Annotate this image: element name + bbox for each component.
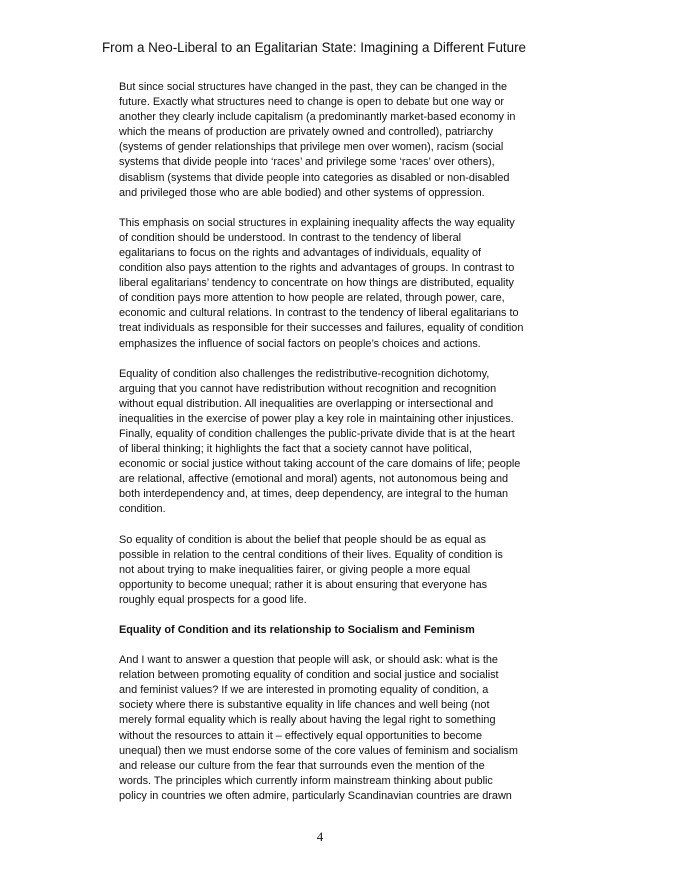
text-line: of liberal thinking; it highlights the fact that a society cannot have political, (119, 443, 472, 456)
text-line: And I want to answer a question that people will ask, or should ask: what is the (119, 654, 498, 667)
text-line: systems that divide people into ‘races’ and privilege some ‘races’ over others), (119, 156, 495, 169)
text-line: words. The principles which currently inform mainstream thinking about public (119, 774, 493, 787)
text-line: liberal egalitarians’ tendency to concentrate on how things are distributed, equality (119, 277, 514, 290)
text-line: economic or social justice without taking account of the care domains of life; people (119, 458, 521, 471)
text-line: This emphasis on social structures in explaining inequality affects the way equality (119, 216, 515, 229)
text-line: and release our culture from the fear that surrounds even the mention of the (119, 759, 485, 772)
text-line: opportunity to become unequal; rather it is about ensuring that everyone has (119, 578, 488, 591)
running-header: From a Neo-Liberal to an Egalitarian State: Imagining a Different Future (102, 40, 527, 55)
body-paragraph (119, 653, 549, 804)
body-paragraph (119, 80, 549, 201)
text-line: of condition pays more attention to how people are related, through power, care, (119, 292, 505, 305)
text-line: treat individuals as responsible for their successes and failures, equality of condition (119, 322, 524, 335)
body-paragraph (119, 216, 549, 352)
text-line: both interdependency and, at times, deep dependency, are integral to the human (119, 488, 509, 501)
text-line: and feminist values? If we are interested in promoting equality of condition, a (119, 684, 489, 697)
text-line: egalitarians to focus on the rights and advantages of individuals, equality of (119, 246, 482, 259)
text-line: arguing that you cannot have redistribution without recognition and recognition (119, 382, 497, 395)
text-line: condition. (119, 503, 166, 516)
text-line: future. Exactly what structures need to change is open to debate but one way or (119, 96, 505, 109)
text-line: disablism (systems that divide people into categories as disabled or non-disabled (119, 171, 510, 184)
page-number: 4 (316, 829, 324, 844)
text-line: not about trying to make inequalities fairer, or giving people a more equal (119, 563, 471, 576)
text-line: So equality of condition is about the belief that people should be as equal as (119, 533, 486, 546)
text-line: society where there is substantive equality in life chances and well being (not (119, 699, 490, 712)
text-line: But since social structures have changed in the past, they can be changed in the (119, 81, 508, 93)
text-line: unequal) then we must endorse some of the core values of feminism and socialism (119, 744, 518, 757)
text-line: relation between promoting equality of condition and social justice and socialist (119, 669, 499, 682)
text-line: roughly equal prospects for a good life. (119, 593, 307, 606)
text-line: economic and cultural relations. In contrast to the tendency of liberal egalitarians to (119, 307, 519, 320)
body-paragraph (119, 367, 549, 518)
text-line: policy in countries we often admire, particularly Scandinavian countries are drawn (119, 789, 512, 802)
text-line: are relational, affective (emotional and moral) agents, not autonomous being and (119, 473, 509, 486)
text-line: without the resources to attain it – effectively equal opportunities to become (119, 729, 483, 742)
text-line: emphasizes the influence of social factors on people’s choices and actions. (119, 337, 481, 350)
text-line: without equal distribution. All inequalities are overlapping or intersectional and (119, 397, 494, 410)
body-paragraph (119, 533, 549, 608)
text-line: Finally, equality of condition challenges the public-private divide that is at the heart (119, 427, 515, 440)
body-paragraphs-after-heading (119, 653, 549, 804)
text-line: merely formal equality which is really about having the legal right to something (119, 714, 496, 727)
text-line: (systems of gender relationships that privilege men over women), racism (social (119, 141, 504, 154)
text-line: and privileged those who are able bodied) and other systems of oppression. (119, 186, 485, 199)
text-line: another they clearly include capitalism (a predominantly market-based economy in (119, 111, 516, 124)
text-line: of condition should be understood. In contrast to the tendency of liberal (119, 231, 462, 244)
text-line: inequalities in the exercise of power play a key role in maintaining other injustices. (119, 412, 514, 425)
page-body (119, 80, 549, 819)
text-line: Equality of condition also challenges the redistributive-recognition dichotomy, (119, 367, 490, 380)
text-line: which the means of production are privately owned and controlled), patriarchy (119, 126, 494, 139)
body-paragraphs-before-heading (119, 80, 549, 608)
text-line: possible in relation to the central conditions of their lives. Equality of condition is (119, 548, 503, 561)
section-heading: Equality of Condition and its relationship to Socialism and Feminism (119, 624, 475, 636)
text-line: condition also pays attention to the rights and advantages of groups. In contrast to (119, 262, 515, 275)
